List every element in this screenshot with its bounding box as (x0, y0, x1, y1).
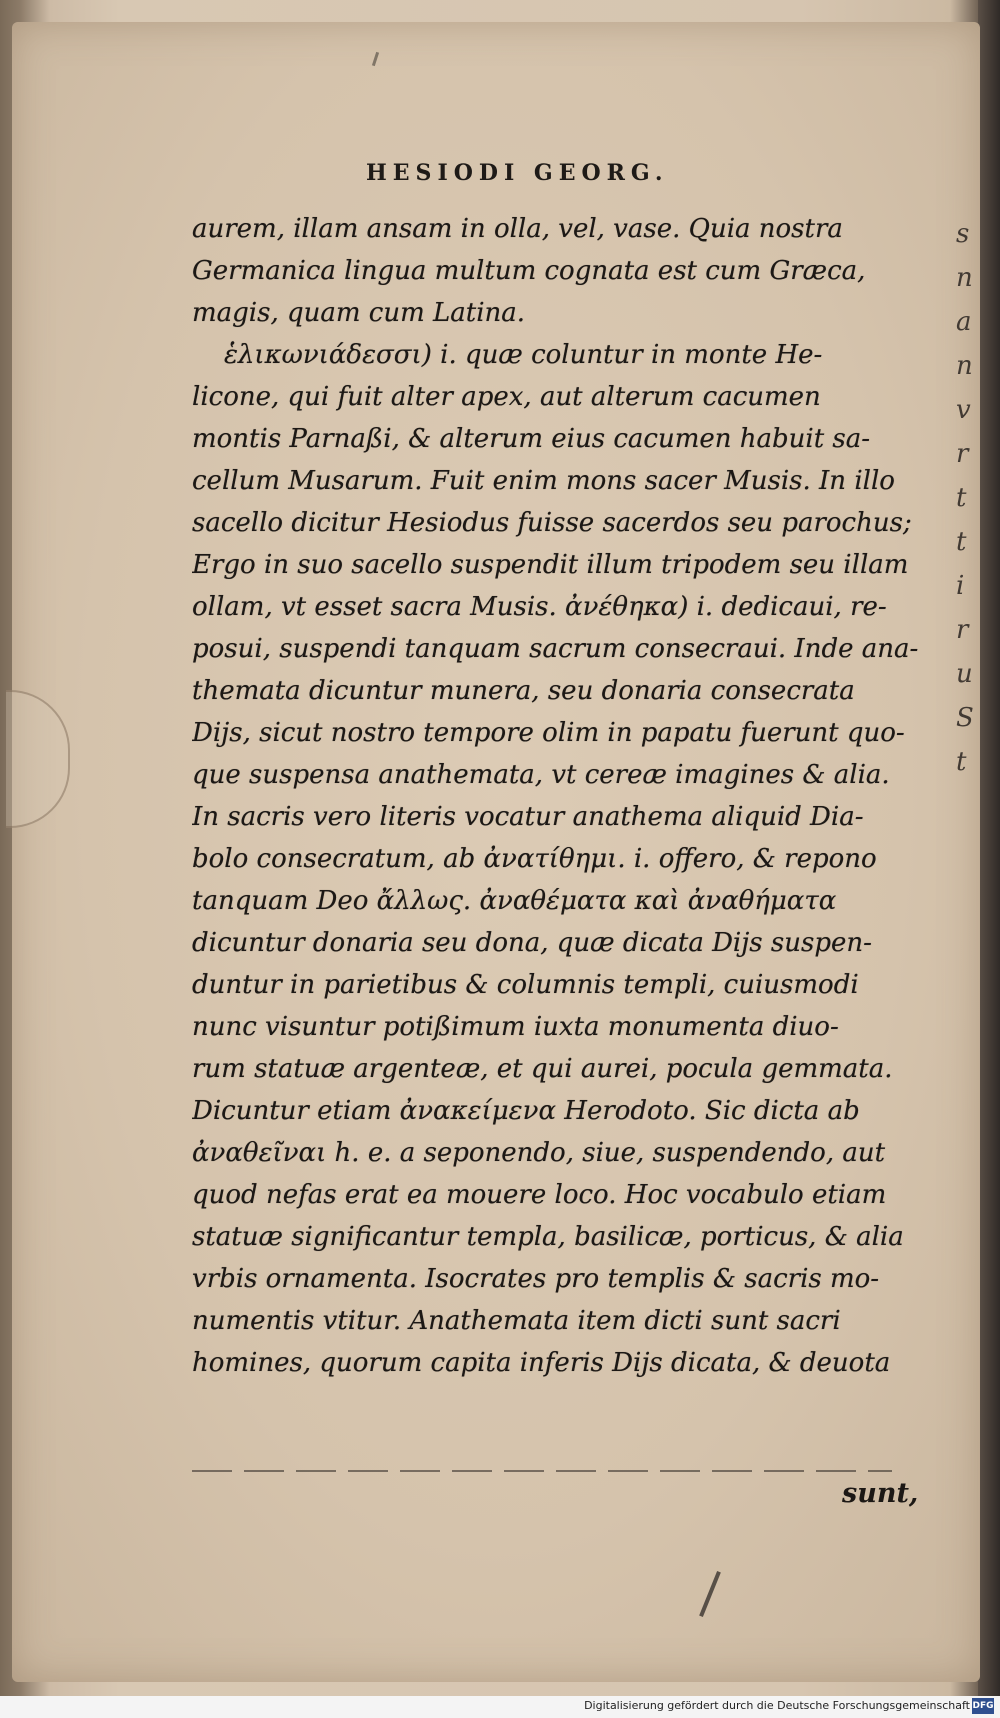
text-line: ἀναθεῖναι h. e. a seponendo, siue, suspendendo, aut (192, 1138, 886, 1168)
catchword: sunt, (842, 1478, 919, 1509)
text-line: que suspensa anathemata, vt cereæ imagines & alia. (192, 760, 890, 790)
margin-glyph: n (956, 263, 973, 293)
text-line: Germanica lingua multum cognata est cum Græca, (192, 256, 866, 286)
text-line: dicuntur donaria seu dona, quæ dicata Dijs suspen- (192, 928, 872, 958)
body-text (192, 208, 932, 1384)
dfg-logo-icon: DFG (972, 1698, 994, 1714)
text-line: tanquam Deo ἄλλως. ἀναθέματα καὶ ἀναθήματα (192, 886, 837, 916)
margin-glyph: r (956, 615, 969, 645)
page-fold (6, 690, 70, 828)
facing-page-fragments (956, 212, 974, 784)
text-line: aurem, illam ansam in olla, vel, vase. Quia nostra (192, 214, 843, 244)
margin-glyph: n (956, 351, 973, 381)
margin-glyph: i (956, 571, 965, 601)
margin-glyph: t (956, 747, 967, 777)
margin-glyph: u (956, 659, 973, 689)
text-line: Dicuntur etiam ἀνακείμενα Herodoto. Sic dicta ab (192, 1096, 860, 1126)
text-line: Dijs, sicut nostro tempore olim in papatu fuerunt quo- (192, 718, 905, 748)
text-line: In sacris vero literis vocatur anathema aliquid Dia- (192, 802, 864, 832)
footer-credit: Digitalisierung gefördert durch die Deutsche Forschungsgemeinschaft (584, 1699, 970, 1712)
margin-glyph: a (956, 307, 972, 337)
text-line: statuæ significantur templa, basilicæ, porticus, & alia (192, 1222, 904, 1252)
book-edge (978, 0, 1000, 1718)
running-head: HESIODI GEORG. (366, 160, 669, 186)
text-line: nunc visuntur potißimum iuxta monumenta diuo- (192, 1012, 839, 1042)
text-line: Ergo in suo sacello suspendit illum tripodem seu illam (192, 550, 909, 580)
text-line: duntur in parietibus & columnis templi, cuiusmodi (192, 970, 859, 1000)
text-line: montis Parnaßi, & alterum eius cacumen habuit sa- (192, 424, 871, 454)
margin-glyph: S (956, 703, 974, 733)
margin-glyph: t (956, 483, 967, 513)
margin-glyph: r (956, 439, 969, 469)
text-line: magis, quam cum Latina. (192, 298, 526, 328)
text-line: sacello dicitur Hesiodus fuisse sacerdos seu parochus; (192, 508, 912, 538)
text-line: rum statuæ argenteæ, et qui aurei, pocula gemmata. (192, 1054, 893, 1084)
text-line: themata dicuntur munera, seu donaria consecrata (192, 676, 855, 706)
text-line: ἑλικωνιάδεσσι) i. quæ coluntur in monte He- (224, 340, 823, 370)
text-line: posui, suspendi tanquam sacrum consecraui. Inde ana- (192, 634, 919, 664)
text-line: bolo consecratum, ab ἀνατίθημι. i. offero, & repono (192, 844, 877, 874)
handwritten-underline (192, 1470, 892, 1472)
text-line: licone, qui fuit alter apex, aut alterum cacumen (192, 382, 821, 412)
text-line: homines, quorum capita inferis Dijs dicata, & deuota (192, 1348, 891, 1378)
text-line: numentis vtitur. Anathemata item dicti sunt sacri (192, 1306, 841, 1336)
margin-glyph: v (956, 395, 971, 425)
text-line: quod nefas erat ea mouere loco. Hoc vocabulo etiam (192, 1180, 887, 1210)
text-line: vrbis ornamenta. Isocrates pro templis & sacris mo- (192, 1264, 880, 1294)
text-line: cellum Musarum. Fuit enim mons sacer Musis. In illo (192, 466, 895, 496)
text-line: ollam, vt esset sacra Musis. ἀνέθηκα) i. dedicaui, re- (192, 592, 887, 622)
margin-glyph: t (956, 527, 967, 557)
margin-glyph: s (956, 219, 970, 249)
